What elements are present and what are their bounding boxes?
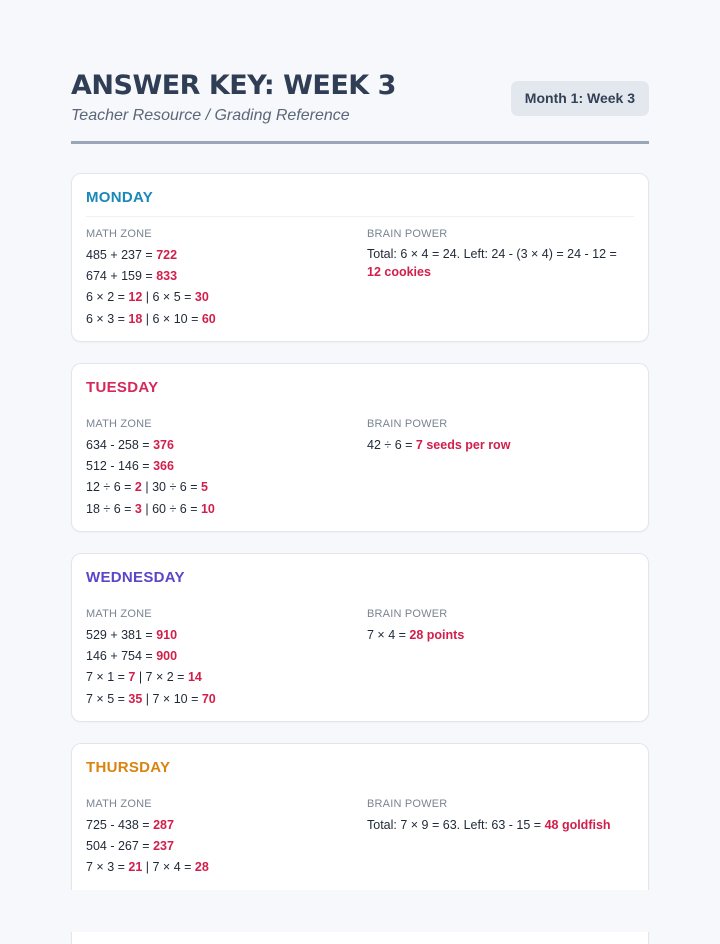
page-bottom-margin	[0, 890, 720, 932]
question-text: | 6 × 5 =	[142, 290, 195, 305]
question-text: | 60 ÷ 6 =	[141, 501, 201, 516]
question-text: | 7 × 10 =	[142, 691, 202, 706]
answer-text: 48 goldfish	[544, 818, 611, 832]
day-card-monday	[71, 173, 649, 342]
day-card-tuesday	[71, 363, 649, 532]
answer-text: 5	[200, 480, 208, 495]
brain-power-label: BRAIN POWER	[367, 608, 448, 620]
question-text: | 6 × 10 =	[142, 311, 202, 326]
day-title: TUESDAY	[86, 379, 159, 396]
brain-power-label: BRAIN POWER	[367, 418, 448, 430]
answer-text: 7 seeds per row	[415, 438, 511, 452]
answer-text: 910	[156, 628, 178, 642]
question-text: | 30 ÷ 6 =	[141, 480, 201, 495]
question-text: 7 × 3 =	[86, 860, 129, 875]
brain-power-label: BRAIN POWER	[367, 798, 448, 810]
question-text: 674 + 159 =	[86, 269, 157, 284]
answer-text: 237	[153, 839, 174, 854]
math-problem	[86, 477, 356, 498]
answer-text: 28	[194, 860, 209, 875]
answer-text: 28 points	[409, 628, 465, 642]
day-title: THURSDAY	[86, 759, 171, 776]
word-problem-answer	[367, 625, 632, 646]
math-problem	[86, 646, 356, 667]
page-header	[71, 70, 649, 126]
math-problem	[86, 667, 356, 688]
word-problem-answer	[367, 815, 632, 836]
question-text: 7 × 4 =	[367, 628, 410, 642]
question-text: 12 ÷ 6 =	[86, 480, 135, 495]
word-problem-answer	[367, 245, 632, 281]
answer-text: 21	[128, 860, 143, 875]
header-divider	[71, 141, 649, 144]
question-text: Total: 6 × 4 = 24. Left: 24 - (3 × 4) = 24 - 12 =	[367, 247, 617, 261]
question-text: 6 × 2 =	[86, 290, 129, 305]
question-text: 485 + 237 =	[86, 248, 157, 262]
math-zone-label: MATH ZONE	[86, 608, 152, 620]
answer-text: 10	[200, 501, 215, 516]
day-title: MONDAY	[86, 189, 154, 206]
question-text: Total: 7 × 9 = 63. Left: 63 - 15 =	[367, 818, 545, 832]
math-problem	[86, 815, 356, 836]
question-text: | 7 × 2 =	[135, 670, 188, 685]
answer-text: 376	[153, 438, 174, 452]
day-title: WEDNESDAY	[86, 569, 185, 586]
answer-text: 70	[201, 691, 216, 706]
brain-power	[367, 227, 632, 281]
answer-text: 366	[153, 459, 174, 474]
brain-power	[367, 797, 632, 836]
answer-text: 833	[156, 269, 178, 284]
question-text: 529 + 381 =	[86, 628, 157, 642]
week-badge: Month 1: Week 3	[511, 81, 649, 116]
math-problem	[86, 456, 356, 477]
math-zone	[86, 797, 356, 879]
answer-text: 12	[128, 290, 143, 305]
question-text: 504 - 267 =	[86, 839, 154, 854]
page-subtitle: Teacher Resource / Grading Reference	[71, 107, 350, 124]
math-problem	[86, 245, 356, 266]
math-zone-label: MATH ZONE	[86, 418, 152, 430]
answer-text: 12 cookies	[367, 265, 431, 279]
math-problem	[86, 689, 356, 710]
question-text: 146 + 754 =	[86, 649, 157, 664]
page-title: ANSWER KEY: WEEK 3	[71, 70, 396, 101]
brain-power	[367, 607, 632, 646]
question-text: 725 - 438 =	[86, 818, 154, 832]
math-problem	[86, 435, 356, 456]
math-problem	[86, 266, 356, 287]
word-problem-answer	[367, 435, 632, 456]
answer-text: 60	[201, 311, 216, 326]
answer-text: 14	[187, 670, 202, 685]
math-zone-label: MATH ZONE	[86, 798, 152, 810]
math-problem	[86, 499, 356, 520]
answer-text: 18	[128, 311, 143, 326]
math-problem	[86, 309, 356, 330]
answer-text: 30	[194, 290, 209, 305]
answer-text: 35	[128, 691, 143, 706]
answer-text: 7	[128, 670, 136, 685]
question-text: 6 × 3 =	[86, 311, 129, 326]
brain-power-label: BRAIN POWER	[367, 228, 448, 240]
answer-text: 2	[134, 480, 142, 495]
question-text: 512 - 146 =	[86, 459, 154, 474]
math-zone	[86, 417, 356, 520]
question-text: 7 × 1 =	[86, 670, 129, 685]
question-text: | 7 × 4 =	[142, 860, 195, 875]
question-text: 42 ÷ 6 =	[367, 438, 416, 452]
math-problem	[86, 836, 356, 857]
math-problem	[86, 287, 356, 308]
math-problem	[86, 625, 356, 646]
answer-text: 722	[156, 248, 178, 262]
card-divider	[86, 216, 634, 217]
day-card-wednesday	[71, 553, 649, 722]
question-text: 7 × 5 =	[86, 691, 129, 706]
math-zone-label: MATH ZONE	[86, 228, 152, 240]
math-problem	[86, 857, 356, 878]
answer-text: 900	[156, 649, 178, 664]
question-text: 18 ÷ 6 =	[86, 501, 135, 516]
brain-power	[367, 417, 632, 456]
question-text: 634 - 258 =	[86, 438, 154, 452]
answer-text: 287	[153, 818, 174, 832]
answer-text: 3	[134, 501, 142, 516]
math-zone	[86, 227, 356, 330]
math-zone	[86, 607, 356, 710]
